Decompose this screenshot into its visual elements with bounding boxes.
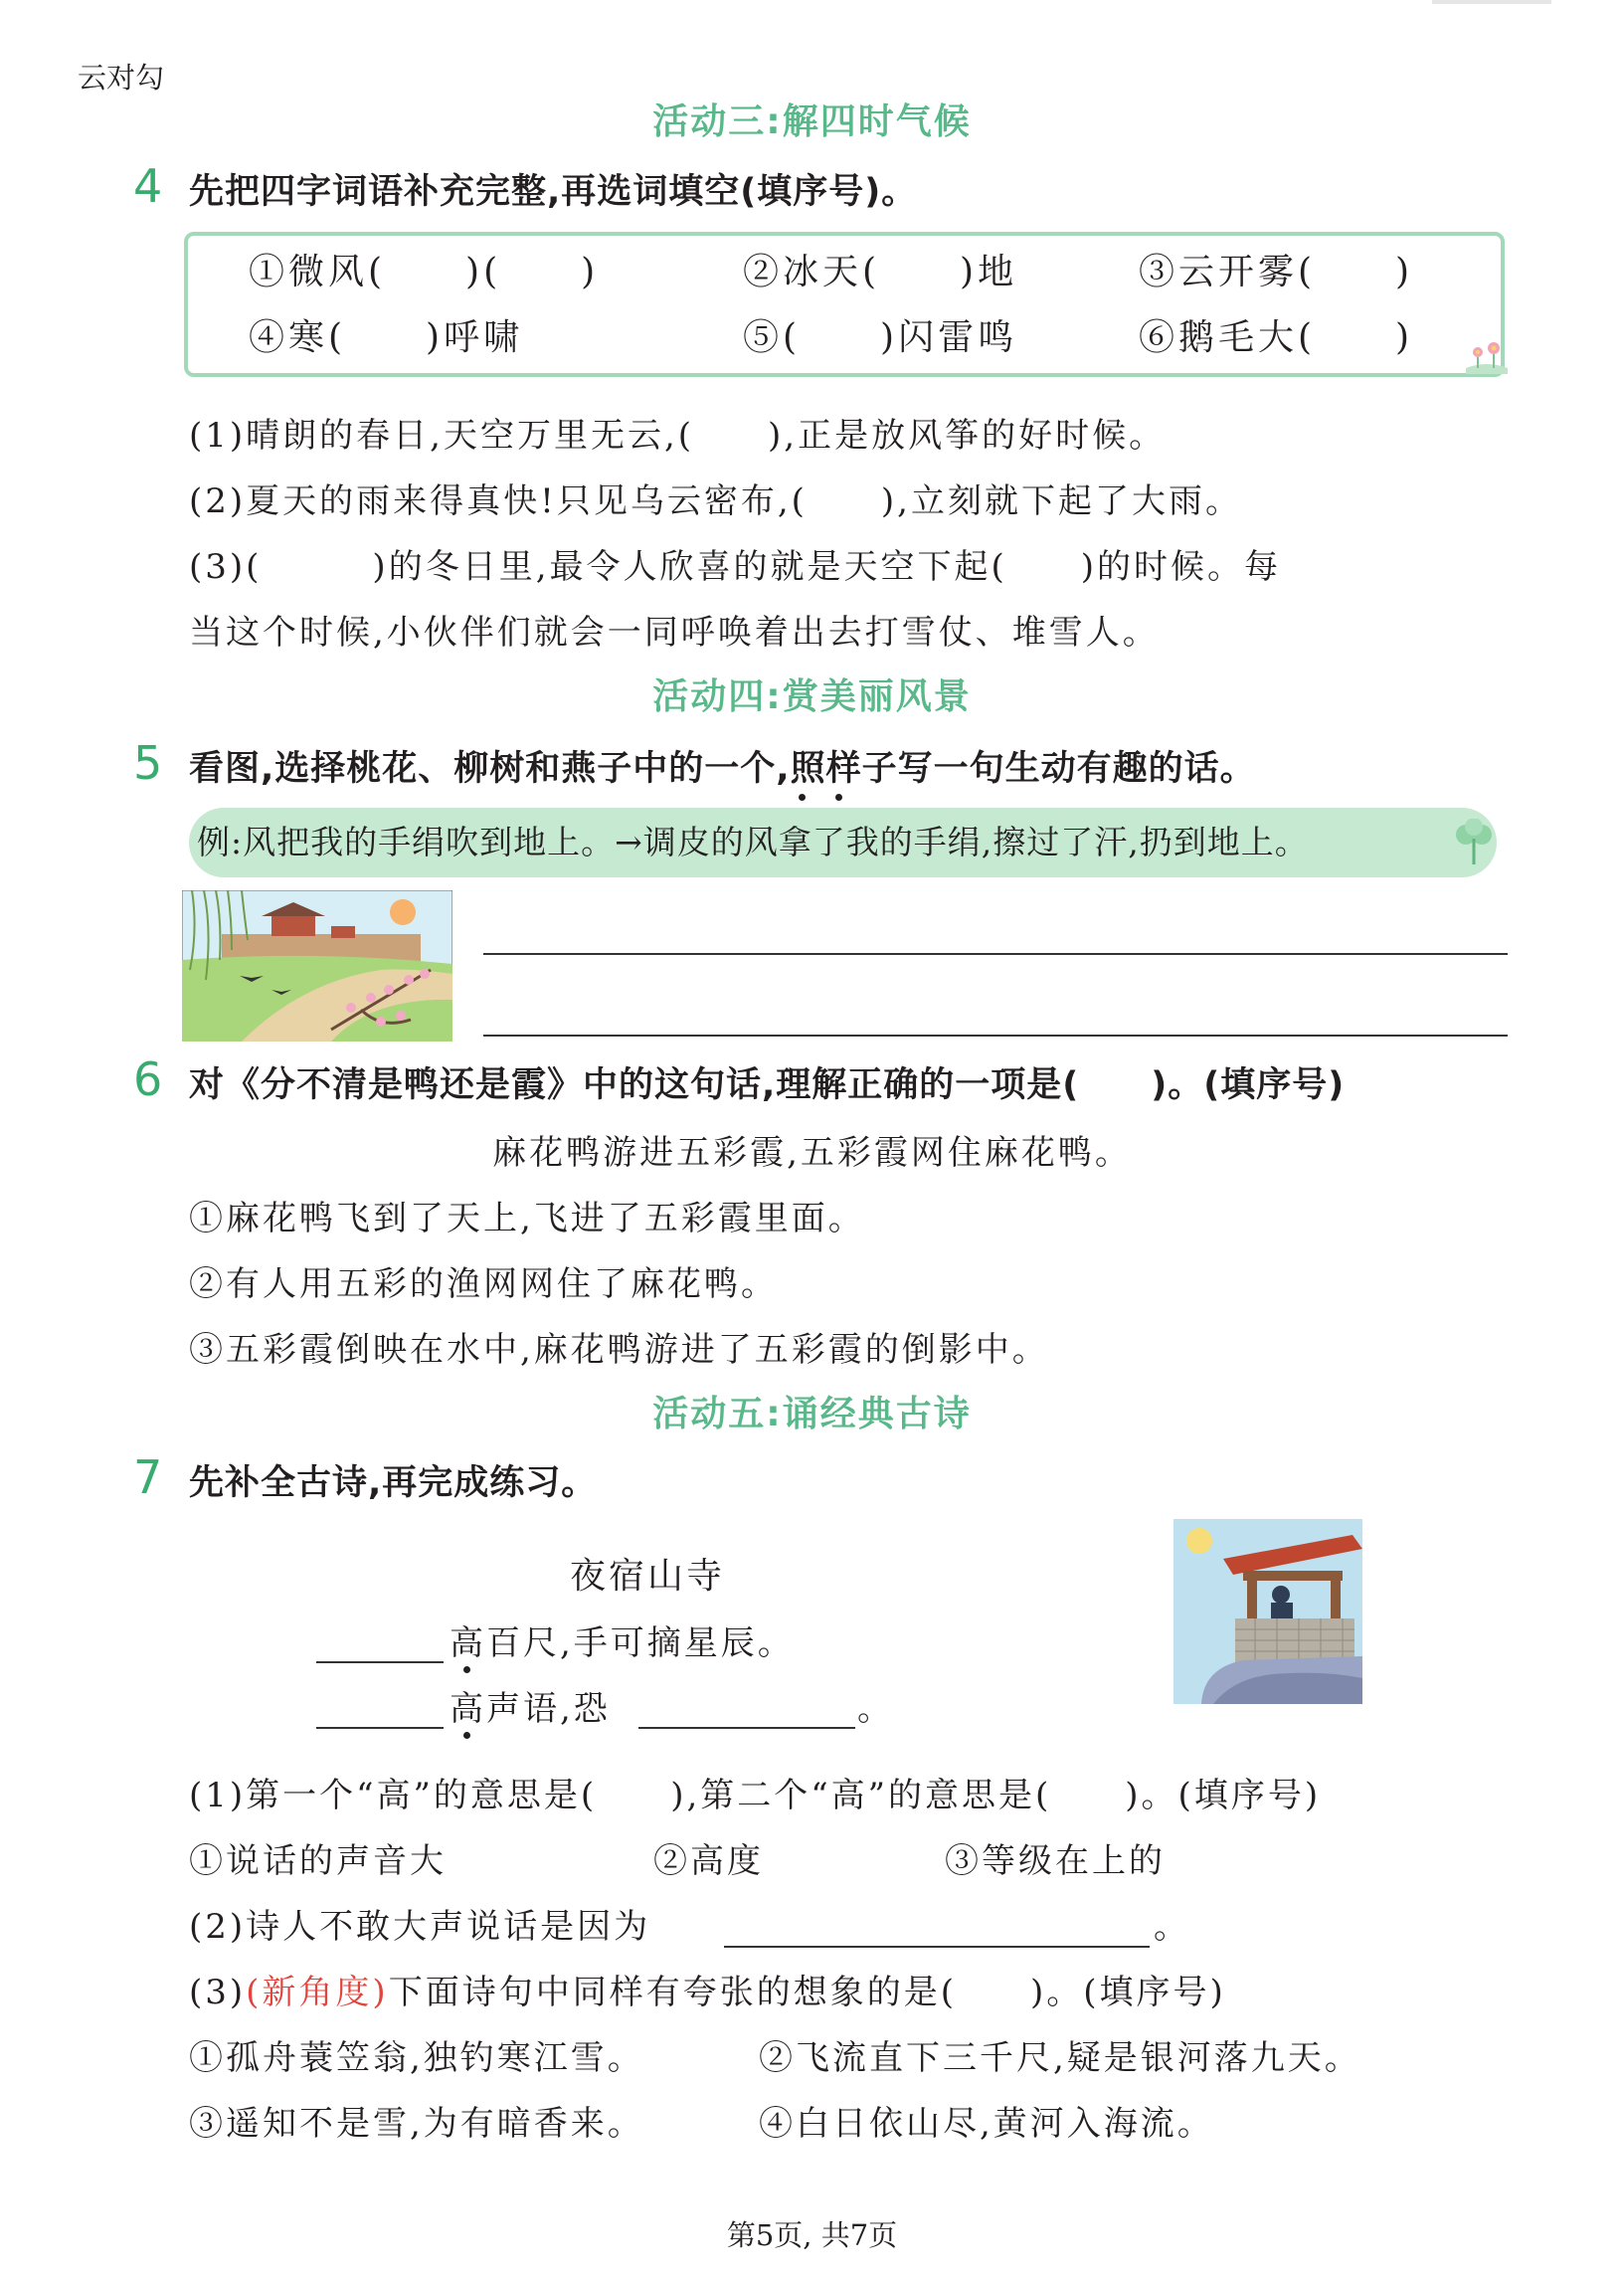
- q6-quote: 麻花鸭游进五彩霞,五彩霞网住麻花鸭。: [492, 1133, 1132, 1173]
- poem-blank-3[interactable]: [638, 1727, 855, 1729]
- brand-label: 云对勾: [78, 61, 165, 95]
- q7-question-2: (2)诗人不敢大声说话是因为: [189, 1907, 651, 1947]
- word-5: ⑤( )闪雷鸣: [743, 317, 1018, 358]
- q7-choice-1: ①说话的声音大: [189, 1841, 447, 1881]
- emphasis-dot: [463, 1732, 470, 1739]
- activity-4-heading: 活动四:赏美丽风景: [652, 676, 972, 717]
- q7-question-3: [189, 1965, 1226, 2013]
- q7-question-2-end: 。: [1154, 1907, 1190, 1947]
- q6-option-3: ③五彩霞倒映在水中,麻花鸭游进了五彩霞的倒影中。: [189, 1330, 1049, 1370]
- q4-sentence-2: (2)夏天的雨来得真快!只见乌云密布,( ),立刻就下起了大雨。: [189, 481, 1242, 521]
- q7-choice-3: ③等级在上的: [945, 1841, 1166, 1881]
- top-rule: [1432, 0, 1551, 4]
- emphasis-dot: [835, 794, 842, 801]
- poem-line-2-start: 高声语,恐: [450, 1689, 611, 1729]
- word-4: ④寒( )呼啸: [249, 317, 524, 358]
- flower-decoration-icon: [1464, 334, 1510, 374]
- q7-question-1: (1)第一个“高”的意思是( ),第二个“高”的意思是( )。(填序号): [189, 1776, 1322, 1815]
- word-2: ②冰天( )地: [743, 252, 1018, 292]
- question-5-number: 5: [133, 736, 163, 790]
- question-5-title: 看图,选择桃花、柳树和燕子中的一个,照样子写一句生动有趣的话。: [189, 749, 1256, 789]
- q7-question-3-prefix: (3): [189, 1973, 247, 2012]
- poem-blank-2[interactable]: [316, 1727, 444, 1729]
- question-4-title: 先把四字词语补充完整,再选词填空(填序号)。: [189, 172, 918, 212]
- poem-title: 夜宿山寺: [570, 1556, 726, 1597]
- question-7-title: 先补全古诗,再完成练习。: [189, 1463, 598, 1503]
- poem-line-1: 高百尺,手可摘星辰。: [450, 1623, 795, 1663]
- q4-sentence-3b: 当这个时候,小伙伴们就会一同呼唤着出去打雪仗、堆雪人。: [189, 613, 1160, 653]
- question-7-number: 7: [133, 1450, 163, 1504]
- page-footer: 第5页, 共7页: [726, 2218, 898, 2252]
- question-6-title: 对《分不清是鸭还是霞》中的这句话,理解正确的一项是( )。(填序号): [189, 1065, 1346, 1105]
- poem-line-2-end: 。: [857, 1689, 894, 1729]
- word-1: ①微风( )( ): [249, 252, 600, 292]
- q4-sentence-3a: (3)( )的冬日里,最令人欣喜的就是天空下起( )的时候。每: [189, 547, 1282, 587]
- activity-3-heading: 活动三:解四时气候: [652, 101, 972, 142]
- q7-question-3-body: 下面诗句中同样有夸张的想象的是( )。(填序号): [388, 1973, 1226, 2012]
- spring-scene-image: [182, 890, 452, 1042]
- word-3: ③云开雾( ): [1139, 252, 1414, 292]
- temple-night-image: [1173, 1519, 1362, 1704]
- word-6: ⑥鹅毛大( ): [1139, 317, 1414, 358]
- q7-choice-2: ②高度: [653, 1841, 764, 1881]
- example-pill: 例:风把我的手绢吹到地上。→调皮的风拿了我的手绢,擦过了汗,扔到地上。: [189, 808, 1497, 877]
- question-4-number: 4: [133, 159, 163, 213]
- poem-blank-1[interactable]: [316, 1661, 444, 1663]
- q7-poem-option-2: ②飞流直下三千尺,疑是银河落九天。: [759, 2038, 1361, 2078]
- leaf-decoration-icon: [1454, 819, 1494, 866]
- answer-line-2[interactable]: [483, 1035, 1508, 1037]
- q4-sentence-1: (1)晴朗的春日,天空万里无云,( ),正是放风筝的好时候。: [189, 416, 1167, 456]
- new-angle-tag: (新角度): [246, 1973, 389, 2012]
- question-6-number: 6: [133, 1052, 163, 1106]
- emphasis-dot: [463, 1666, 470, 1673]
- answer-line-1[interactable]: [483, 953, 1508, 955]
- q7-question-2-answer-line[interactable]: [724, 1946, 1150, 1948]
- q7-poem-option-4: ④白日依山尽,黄河入海流。: [759, 2104, 1214, 2144]
- q6-option-1: ①麻花鸭飞到了天上,飞进了五彩霞里面。: [189, 1199, 865, 1238]
- emphasis-dot: [799, 794, 806, 801]
- q7-poem-option-3: ③遥知不是雪,为有暗香来。: [189, 2104, 644, 2144]
- q6-option-2: ②有人用五彩的渔网网住了麻花鸭。: [189, 1264, 778, 1304]
- q7-poem-option-1: ①孤舟蓑笠翁,独钓寒江雪。: [189, 2038, 644, 2078]
- activity-5-heading: 活动五:诵经典古诗: [652, 1394, 972, 1434]
